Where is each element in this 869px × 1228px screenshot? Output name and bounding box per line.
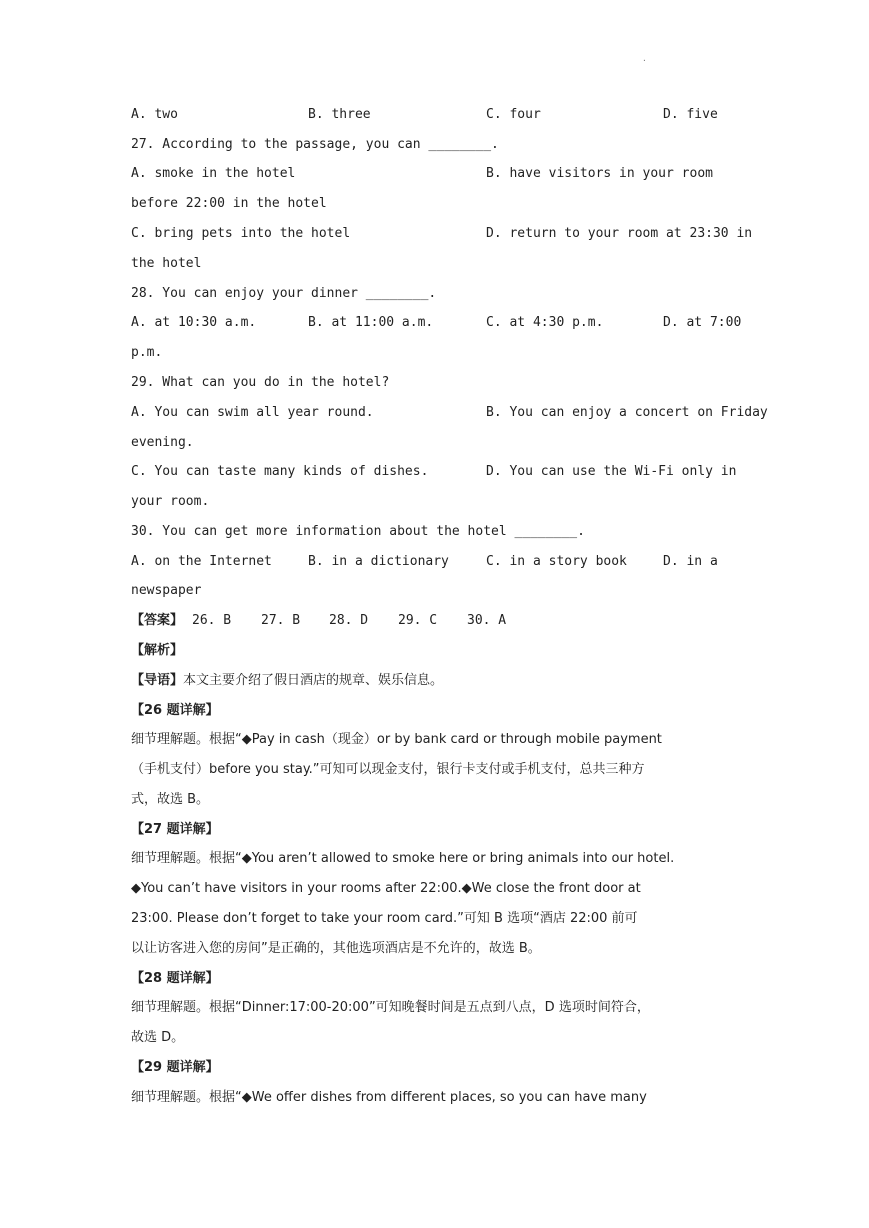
answer-item: 30. A [467,613,507,628]
analysis-heading: 【解析】 [131,643,184,658]
q27-option-a: A. smoke in the hotel [131,166,296,181]
q29-option-b: B. You can enjoy a concert on Friday [486,405,768,420]
q27-option-d-continued: the hotel [131,256,202,271]
q29-option-d-continued: your room. [131,494,210,509]
q26-option-a: A. two [131,107,178,122]
q29-question: 29. What can you do in the hotel? [131,375,390,390]
answer-item: 29. C [398,613,438,628]
q30-option-a: A. on the Internet [131,554,272,569]
q27-question: 27. According to the passage, you can ________. [131,137,499,152]
q30-question: 30. You can get more information about the hotel ________. [131,524,585,539]
q28-option-a: A. at 10:30 a.m. [131,315,257,330]
detail-26-line: （手机支付）before you stay.”可知可以现金支付，银行卡支付或手机支付，总共三种方 [131,762,645,777]
intro-paragraph [131,671,443,691]
q29-option-d: D. You can use the Wi-Fi only in [486,464,737,479]
q27-option-c: C. bring pets into the hotel [131,226,351,241]
q28-option-c: C. at 4:30 p.m. [486,315,604,330]
q28-option-b: B. at 11:00 a.m. [308,315,434,330]
detail-27-line: 以让访客进入您的房间”是正确的，其他选项酒店是不允许的，故选 B。 [131,941,541,956]
q30-option-c: C. in a story book [486,554,627,569]
detail-26-line: 细节理解题。根据“◆Pay in cash（现金）or by bank card or through mobile payment [131,732,662,747]
page-marker: . [642,54,647,63]
detail-29-title: 【29 题详解】 [131,1060,219,1075]
intro-label: 【导语】 [131,673,184,688]
q28-option-d: D. at 7:00 [663,315,742,330]
answer-item: 27. B [261,613,301,628]
q29-option-c: C. You can taste many kinds of dishes. [131,464,429,479]
q29-option-a: A. You can swim all year round. [131,405,374,420]
answer-item: 28. D [329,613,369,628]
q27-option-b-continued: before 22:00 in the hotel [131,196,327,211]
q30-option-d-continued: newspaper [131,583,202,598]
q28-question: 28. You can enjoy your dinner ________. [131,286,437,301]
q26-option-b: B. three [308,107,371,122]
q27-option-b: B. have visitors in your room [486,166,713,181]
answer-label: 【答案】 [131,613,184,628]
detail-27-line: 23:00. Please don’t forget to take your room card.”可知 B 选项“酒店 22:00 前可 [131,911,638,926]
detail-28-line: 细节理解题。根据“Dinner:17:00-20:00”可知晚餐时间是五点到八点，D 选项时间符合， [131,1000,650,1015]
detail-29-line: 细节理解题。根据“◆We offer dishes from different places, so you can have many [131,1090,647,1105]
detail-26-line: 式，故选 B。 [131,792,210,807]
q30-option-b: B. in a dictionary [308,554,449,569]
answer-item: 26. B [192,613,232,628]
q29-option-b-continued: evening. [131,435,194,450]
intro-text: 本文主要介绍了假日酒店的规章、娱乐信息。 [183,673,444,688]
q28-option-d-continued: p.m. [131,345,163,360]
q27-option-d: D. return to your room at 23:30 in [486,226,753,241]
detail-27-title: 【27 题详解】 [131,822,219,837]
detail-28-line: 故选 D。 [131,1030,185,1045]
q26-option-d: D. five [663,107,718,122]
q30-option-d: D. in a [663,554,718,569]
q26-option-c: C. four [486,107,541,122]
detail-27-line: 细节理解题。根据“◆You aren’t allowed to smoke here or bring animals into our hotel. [131,851,675,866]
detail-28-title: 【28 题详解】 [131,971,219,986]
detail-27-line: ◆You can’t have visitors in your rooms after 22:00.◆We close the front door at [131,881,641,896]
detail-26-title: 【26 题详解】 [131,703,219,718]
